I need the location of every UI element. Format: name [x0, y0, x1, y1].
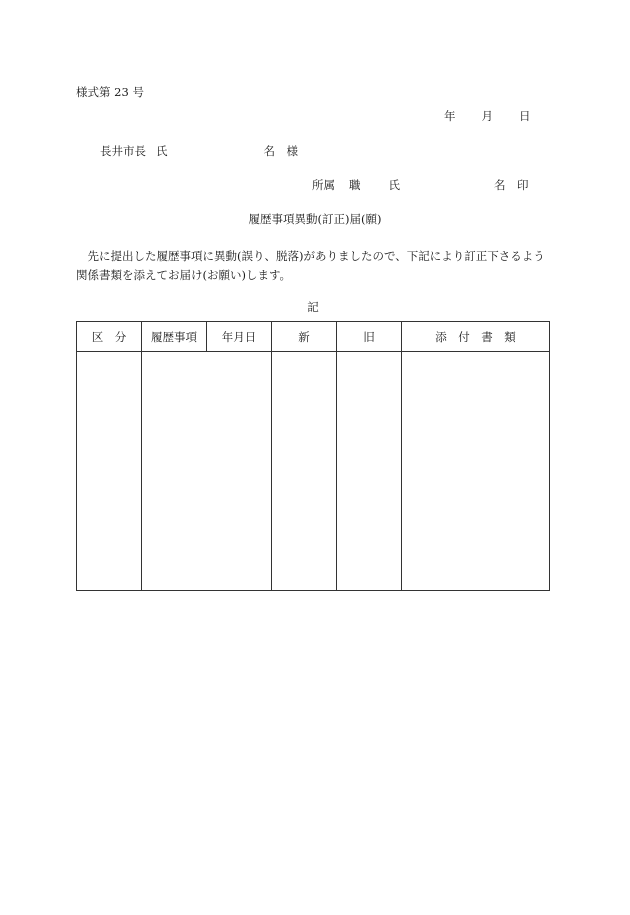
- date-month: 月: [481, 109, 493, 123]
- header-history-item: 履歴事項: [142, 322, 207, 352]
- sender-position: 職: [349, 178, 361, 192]
- sender: [312, 178, 529, 192]
- sender-affiliation: 所属: [312, 178, 335, 192]
- header-date: 年月日: [207, 322, 272, 352]
- addressee-surname-suffix: 氏: [156, 144, 168, 158]
- header-old: 旧: [337, 322, 402, 352]
- date-line: [444, 109, 531, 123]
- cell-attachments[interactable]: [402, 352, 550, 591]
- date-day: 日: [519, 109, 531, 123]
- cell-old[interactable]: [337, 352, 402, 591]
- addressee: [100, 144, 298, 158]
- table-row: [77, 352, 550, 591]
- header-attachments: 添 付 書 類: [402, 322, 550, 352]
- body-paragraph: 先に提出した履歴事項に異動(誤り、脱落)がありましたので、下記により訂正下さるよう関係書類を添えてお届け(お願い)します。: [76, 249, 545, 282]
- sender-surname-suffix: 氏: [388, 178, 400, 192]
- table-header-row: [77, 322, 550, 352]
- date-year: 年: [444, 109, 456, 123]
- sender-name-seal: 名 印: [494, 178, 529, 192]
- detail-table: [76, 321, 550, 591]
- header-new: 新: [272, 322, 337, 352]
- header-category: 区 分: [77, 322, 142, 352]
- cell-category[interactable]: [77, 352, 142, 591]
- form-number: 様式第 23 号: [76, 85, 144, 99]
- addressee-name-suffix: 名 様: [263, 144, 298, 158]
- cell-new[interactable]: [272, 352, 337, 591]
- ki-label: 記: [307, 300, 319, 314]
- addressee-mayor: 長井市長: [100, 144, 146, 158]
- cell-history-item-date[interactable]: [142, 352, 272, 591]
- document-title: 履歴事項異動(訂正)届(願): [248, 212, 382, 226]
